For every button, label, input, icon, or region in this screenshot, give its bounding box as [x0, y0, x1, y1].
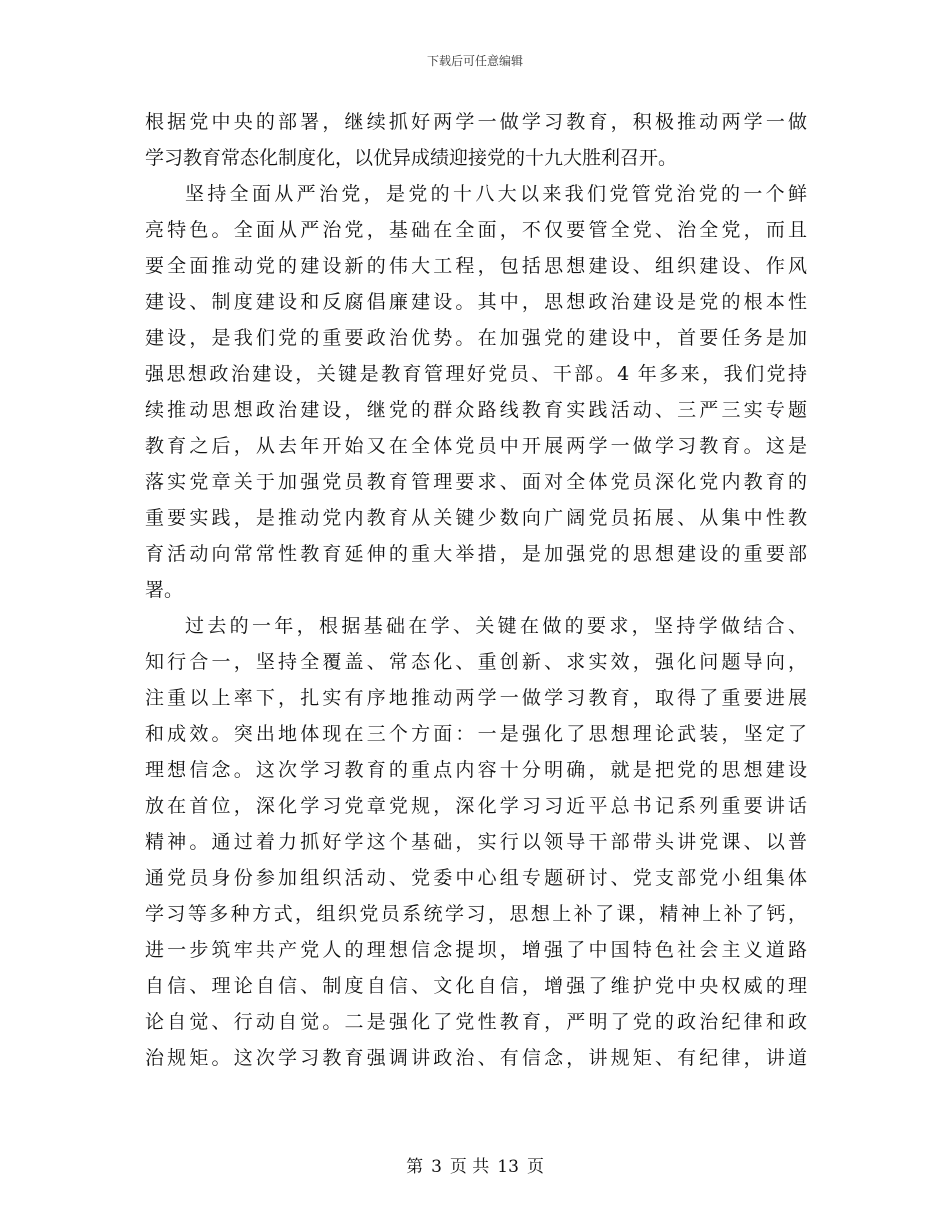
current-page-number: 3 [431, 1157, 442, 1177]
text-line: 精神。通过着力抓好学这个基础，实行以领导干部带头讲党课、以普 [145, 831, 807, 853]
page-header: 下载后可任意编辑 [426, 54, 523, 68]
text-line: 教育之后，从去年开始又在全体党员中开展两学一做学习教育。这是 [145, 435, 807, 457]
paragraph-1 [145, 104, 807, 176]
text-line: 强思想政治建设，关键是教育管理好党员、干部。4 年多来，我们党持 [145, 363, 807, 385]
text-line: 根据党中央的部署，继续抓好两学一做学习教育，积极推动两学一做 [145, 111, 807, 133]
text-line: 学习教育常态化制度化，以优异成绩迎接党的十九大胜利召开。 [145, 147, 678, 169]
footer-middle: 页 共 [449, 1157, 490, 1177]
text-line: 和成效。突出地体现在三个方面：一是强化了思想理论武装，坚定了 [145, 723, 807, 745]
text-line: 论自觉、行动自觉。二是强化了党性教育，严明了党的政治纪律和政 [145, 1011, 807, 1033]
paragraph-2 [145, 176, 807, 608]
text-line: 过去的一年，根据基础在学、关键在做的要求，坚持学做结合、 [185, 615, 807, 637]
text-line: 亮特色。全面从严治党，基础在全面，不仅要管全党、治全党，而且 [145, 219, 807, 241]
text-line: 建设，是我们党的重要政治优势。在加强党的建设中，首要任务是加 [145, 327, 807, 349]
text-line: 坚持全面从严治党，是党的十八大以来我们党管党治党的一个鲜 [185, 183, 807, 205]
text-line: 通党员身份参加组织活动、党委中心组专题研讨、党支部党小组集体 [145, 867, 807, 889]
document-body [145, 104, 807, 1076]
text-line: 落实党章关于加强党员教育管理要求、面对全体党员深化党内教育的 [145, 471, 807, 493]
text-line: 注重以上率下，扎实有序地推动两学一做学习教育，取得了重要进展 [145, 687, 807, 709]
text-line: 知行合一，坚持全覆盖、常态化、重创新、求实效，强化问题导向， [145, 651, 807, 673]
page-footer [0, 1156, 950, 1178]
text-line: 要全面推动党的建设新的伟大工程，包括思想建设、组织建设、作风 [145, 255, 807, 277]
text-line: 自信、理论自信、制度自信、文化自信，增强了维护党中央权威的理 [145, 975, 807, 997]
text-line: 学习等多种方式，组织党员系统学习，思想上补了课，精神上补了钙， [145, 903, 807, 925]
text-line: 重要实践，是推动党内教育从关键少数向广阔党员拓展、从集中性教 [145, 507, 807, 529]
text-line: 治规矩。这次学习教育强调讲政治、有信念，讲规矩、有纪律，讲道 [145, 1047, 807, 1069]
text-line: 育活动向常常性教育延伸的重大举措，是加强党的思想建设的重要部 [145, 543, 807, 565]
total-page-count: 13 [497, 1157, 519, 1177]
paragraph-3 [145, 608, 807, 1076]
text-line: 续推动思想政治建设，继党的群众路线教育实践活动、三严三实专题 [145, 399, 807, 421]
text-line: 建设、制度建设和反腐倡廉建设。其中，思想政治建设是党的根本性 [145, 291, 807, 313]
footer-prefix: 第 [406, 1157, 424, 1177]
text-line: 署。 [145, 579, 184, 601]
text-line: 进一步筑牢共产党人的理想信念提坝，增强了中国特色社会主义道路 [145, 939, 807, 961]
text-line: 理想信念。这次学习教育的重点内容十分明确，就是把党的思想建设 [145, 759, 807, 781]
text-line: 放在首位，深化学习党章党规，深化学习习近平总书记系列重要讲话 [145, 795, 807, 817]
footer-suffix: 页 [526, 1157, 544, 1177]
